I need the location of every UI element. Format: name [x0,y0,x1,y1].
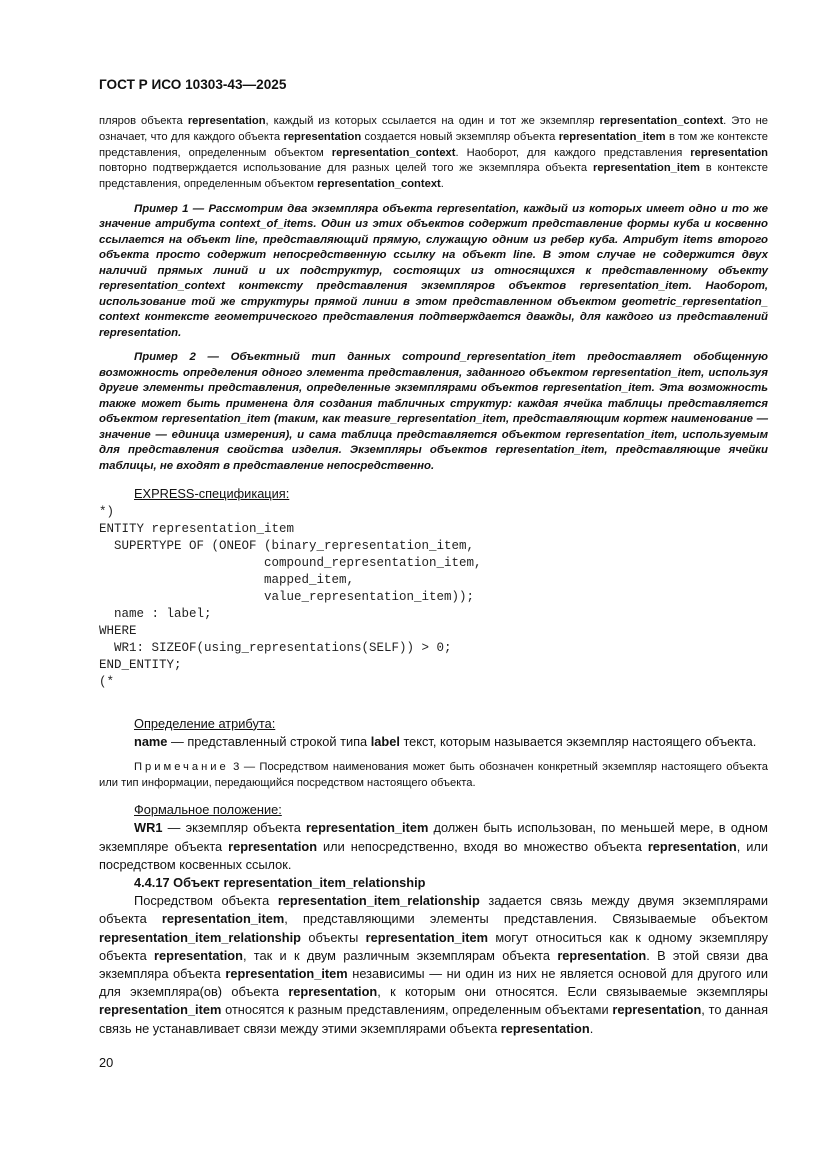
main-column [99,114,768,1038]
paragraph-intro [99,114,768,193]
bold-term: representation [612,1002,702,1018]
example-2: Пример 2 — Объектный тип данных compound_representation_item предоставляет обобщенную возможность определения одного элемента представления, заданного объектом representation_item, используя другие элементы представления, определенные экземплярами объектов representation_item. Эта возможность также может быть применена для создания табличных структур: каждая ячейка таблицы представляется объектом representation_item (таким, как measure_representation_item, представляющим кортеж наименование — значение — единица измерения), и сама таблица представляется объектом representation_item, используемым для представления свойства изделия. Экземпляры объектов representation_item, представляющие ячейки таблицы, не входят в представление непосредственно. [99,351,768,472]
bold-term: representation_item_relationship [277,893,480,909]
note-3: Примечание 3 — Посредством наименования может быть обозначен конкретный экземпляр настоящего объекта или тип информации, передающийся посредством настоящего объекта. [99,761,768,790]
bold-term: representation_context [331,146,456,159]
text-run: Посредством объекта [134,893,278,909]
document-header: ГОСТ Р ИСО 10303-43—2025 [99,77,287,92]
text-run: , представляющими элементы представления. Связываемые объектом [284,911,768,927]
bold-term: representation_item [592,162,700,175]
section-heading: 4.4.17 Объект representation_item_relationship [134,874,426,890]
example-1: Пример 1 — Рассмотрим два экземпляра объекта representation, каждый из которых имеет одно и то же значение атрибута context_of_items. Один из этих объектов содержит представление формы куба и косвенно ссылается на объект line, представляющий прямую, служащую одним из ребер куба. Атрибут items второго объекта просто содержит непосредственную ссылку на объект line. В этом случае не содержится двух наличий прямых линий и их подструктур, состоящих из относящихся к представленному объекту representation_context контексту представления экземпляров объектов representation_item. Наоборот, использование той же структуры прямой линии в этом представленном объектом geometric_representation_ context контексте геометрического представления подтверждается дважды, для каждого из представлений representation. [99,202,768,339]
bold-term: representation_item [161,911,285,927]
bold-term: representation [154,947,243,963]
text-run: относятся к разным представлениям, определенным объектами [221,1002,613,1018]
text-run: повторно подтверждается использование для разных целей того же экземпляра объекта [99,162,593,175]
text-run: . [589,1020,594,1036]
bold-term: representation [557,947,647,963]
bold-term: representation [288,984,378,1000]
text-run: или непосредственно, входя во множество объекта [317,838,648,854]
text-run: в контексте представления, определенным объектом [99,162,768,191]
text-run: , к которым они относятся. Если связываемые экземпляры [377,984,769,1000]
page-number: 20 [99,1055,114,1070]
bold-term: representation_item [99,1002,222,1018]
text-run: пляров объекта [99,115,188,127]
text-run: — экземпляр объекта [162,820,306,836]
text-run: . В этой связи два экземпляра объекта [99,947,769,981]
bold-term: representation [500,1020,590,1036]
text-run: . Это не означает, что для каждого объекта [99,115,768,143]
attribute-definition-label: Определение атрибута: [134,715,276,731]
text-run: — представленный строкой типа [167,733,371,749]
bold-term: representation_context [317,178,441,191]
express-code: *) ENTITY representation_item SUPERTYPE OF (ONEOF (binary_representation_item, compound_representation_item, mapped_item, value_representation_item)); name : label; WHERE WR1: SIZEOF(using_representations(SELF)) > 0; END_ENTITY; (* [99,504,482,689]
attribute-definition [99,733,768,751]
bold-term: representation_item [306,820,429,836]
text-run: независимы — ни один из них не является основой для другого или для экземпляра(ов) объекта [99,965,768,1000]
text-run: объекты [300,929,366,945]
bold-term: representation [228,838,318,854]
bold-term: representation [647,838,737,854]
text-run: текст, которым называется экземпляр настоящего объекта. [399,733,757,749]
bold-term: representation_item [365,929,488,945]
bold-term: representation_item_relationship [99,929,301,945]
bold-term: WR1 [134,820,163,836]
section-paragraph [99,892,768,1038]
bold-term: representation [690,146,768,159]
bold-term: representation_item [558,130,666,143]
text-run: , то данная связь не устанавливает связи между этими экземплярами объекта [99,1002,768,1036]
text-run: могут относиться как к одному экземпляру объекта [99,929,768,963]
text-run: . [440,178,444,191]
formal-proposition [99,819,768,874]
bold-term: name [134,733,168,749]
express-spec-label: EXPRESS-спецификация: [134,486,290,502]
bold-term: representation [283,130,362,143]
text-run: , каждый из которых ссылается на один и тот же экземпляр [265,115,600,127]
formal-proposition-label: Формальное положение: [134,802,282,818]
text-run: , так и к двум различным экземплярам объекта [242,947,558,963]
text-run: в том же контексте представления, определенным объектом [99,130,768,159]
bold-term: label [370,733,400,749]
text-run: должен быть использован, по меньшей мере, в одном экземпляре объекта [99,820,768,854]
text-run: задается связь между двумя экземплярами объекта [99,893,768,927]
text-run: , или посредством косвенных ссылок. [99,838,769,872]
text-run: создается новый экземпляр объекта [361,130,559,143]
text-run: . Наоборот, для каждого представления [455,146,691,159]
bold-term: representation_item [225,965,348,981]
bold-term: representation [187,115,266,127]
bold-term: representation_context [599,115,724,127]
